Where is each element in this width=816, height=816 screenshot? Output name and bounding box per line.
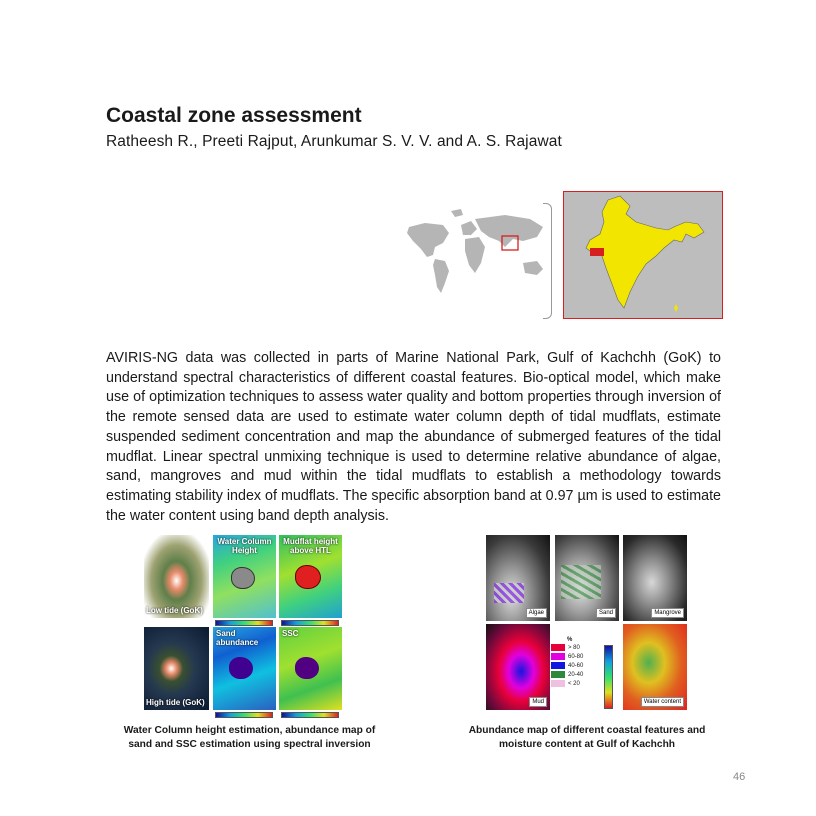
zoom-bracket bbox=[543, 203, 552, 319]
legend-swatch bbox=[551, 680, 565, 687]
algae-abundance-map bbox=[486, 535, 550, 621]
sand-patches bbox=[561, 565, 601, 599]
legend-swatch bbox=[551, 644, 565, 651]
low-tide-image bbox=[144, 535, 209, 618]
mud-abundance-map bbox=[486, 624, 550, 710]
left-figure-caption: Water Column height estimation, abundance map of sand and SSC estimation using spectral inversion bbox=[123, 725, 376, 750]
sand-abundance-map bbox=[213, 627, 276, 710]
mangrove-abundance-map bbox=[623, 535, 687, 621]
sand-blob bbox=[229, 657, 253, 679]
water-column-label: Water Column Height bbox=[217, 537, 272, 555]
mudflat-height-map bbox=[279, 535, 342, 618]
legend-label: 20-40 bbox=[568, 671, 584, 678]
legend-label: < 20 bbox=[568, 680, 580, 687]
high-tide-label: High tide (GoK) bbox=[146, 698, 205, 707]
mangrove-tag: Mangrove bbox=[651, 608, 684, 618]
legend-label: 40-60 bbox=[568, 662, 584, 669]
legend-label: > 80 bbox=[568, 644, 580, 651]
author-list: Ratheesh R., Preeti Rajput, Arunkumar S. V. V. and A. S. Rajawat bbox=[106, 133, 562, 150]
water-column-blob bbox=[231, 567, 255, 589]
algae-tag: Algae bbox=[526, 608, 547, 618]
mudflat-blob bbox=[295, 565, 321, 589]
abstract-paragraph: AVIRIS-NG data was collected in parts of Marine National Park, Gulf of Kachchh (GoK) to understand spectral characteristics of different coastal features. Bio-optical model, which make use of optimization techniques to assess water quality and bottom properties through inversion of the remote sensed data are used to estimate water column depth of tidal mudflats, estimate suspended sediment concentration and map the abundance of submerged features of the tidal mudflat. Linear spectral unmixing technique is used to determine relative abundance of algae, sand, mangroves and mud within the tidal mudflats to establish a methodology towards estimating stability index of mudflats. The specific absorption band at 0.97 µm is used to estimate the water content using band depth analysis. bbox=[106, 350, 721, 524]
right-figure-caption: Abundance map of different coastal features and moisture content at Gulf of Kachchh bbox=[468, 725, 706, 750]
water-content-map bbox=[623, 624, 687, 710]
legend-unit: % bbox=[567, 637, 573, 643]
legend-swatch bbox=[551, 662, 565, 669]
legend-swatch bbox=[551, 671, 565, 678]
ssc-colorbar bbox=[281, 712, 339, 718]
world-locator-map bbox=[405, 205, 550, 295]
low-tide-label: Low tide (GoK) bbox=[146, 606, 203, 615]
sand-abundance-label: Sand abundance bbox=[216, 629, 259, 647]
india-inset-map bbox=[563, 191, 723, 319]
legend-swatch bbox=[551, 653, 565, 660]
sand-tag: Sand bbox=[596, 608, 616, 618]
mudflat-label: Mudflat height above HTL bbox=[283, 537, 338, 555]
sand-abundance-map-right bbox=[555, 535, 619, 621]
algae-patches bbox=[494, 583, 524, 603]
mud-tag: Mud bbox=[529, 697, 547, 707]
page-number: 46 bbox=[733, 771, 746, 783]
article-title: Coastal zone assessment bbox=[106, 104, 362, 127]
legend-label: 60-80 bbox=[568, 653, 584, 660]
water-content-colorbar bbox=[604, 645, 613, 709]
water-column-height-map bbox=[213, 535, 276, 618]
high-tide-image bbox=[144, 627, 209, 710]
water-content-tag: Water content bbox=[641, 697, 684, 707]
ssc-label: SSC bbox=[282, 629, 299, 638]
water-column-colorbar bbox=[215, 620, 273, 626]
ssc-blob bbox=[295, 657, 319, 679]
sand-colorbar bbox=[215, 712, 273, 718]
mudflat-colorbar bbox=[281, 620, 339, 626]
ssc-map bbox=[279, 627, 342, 710]
